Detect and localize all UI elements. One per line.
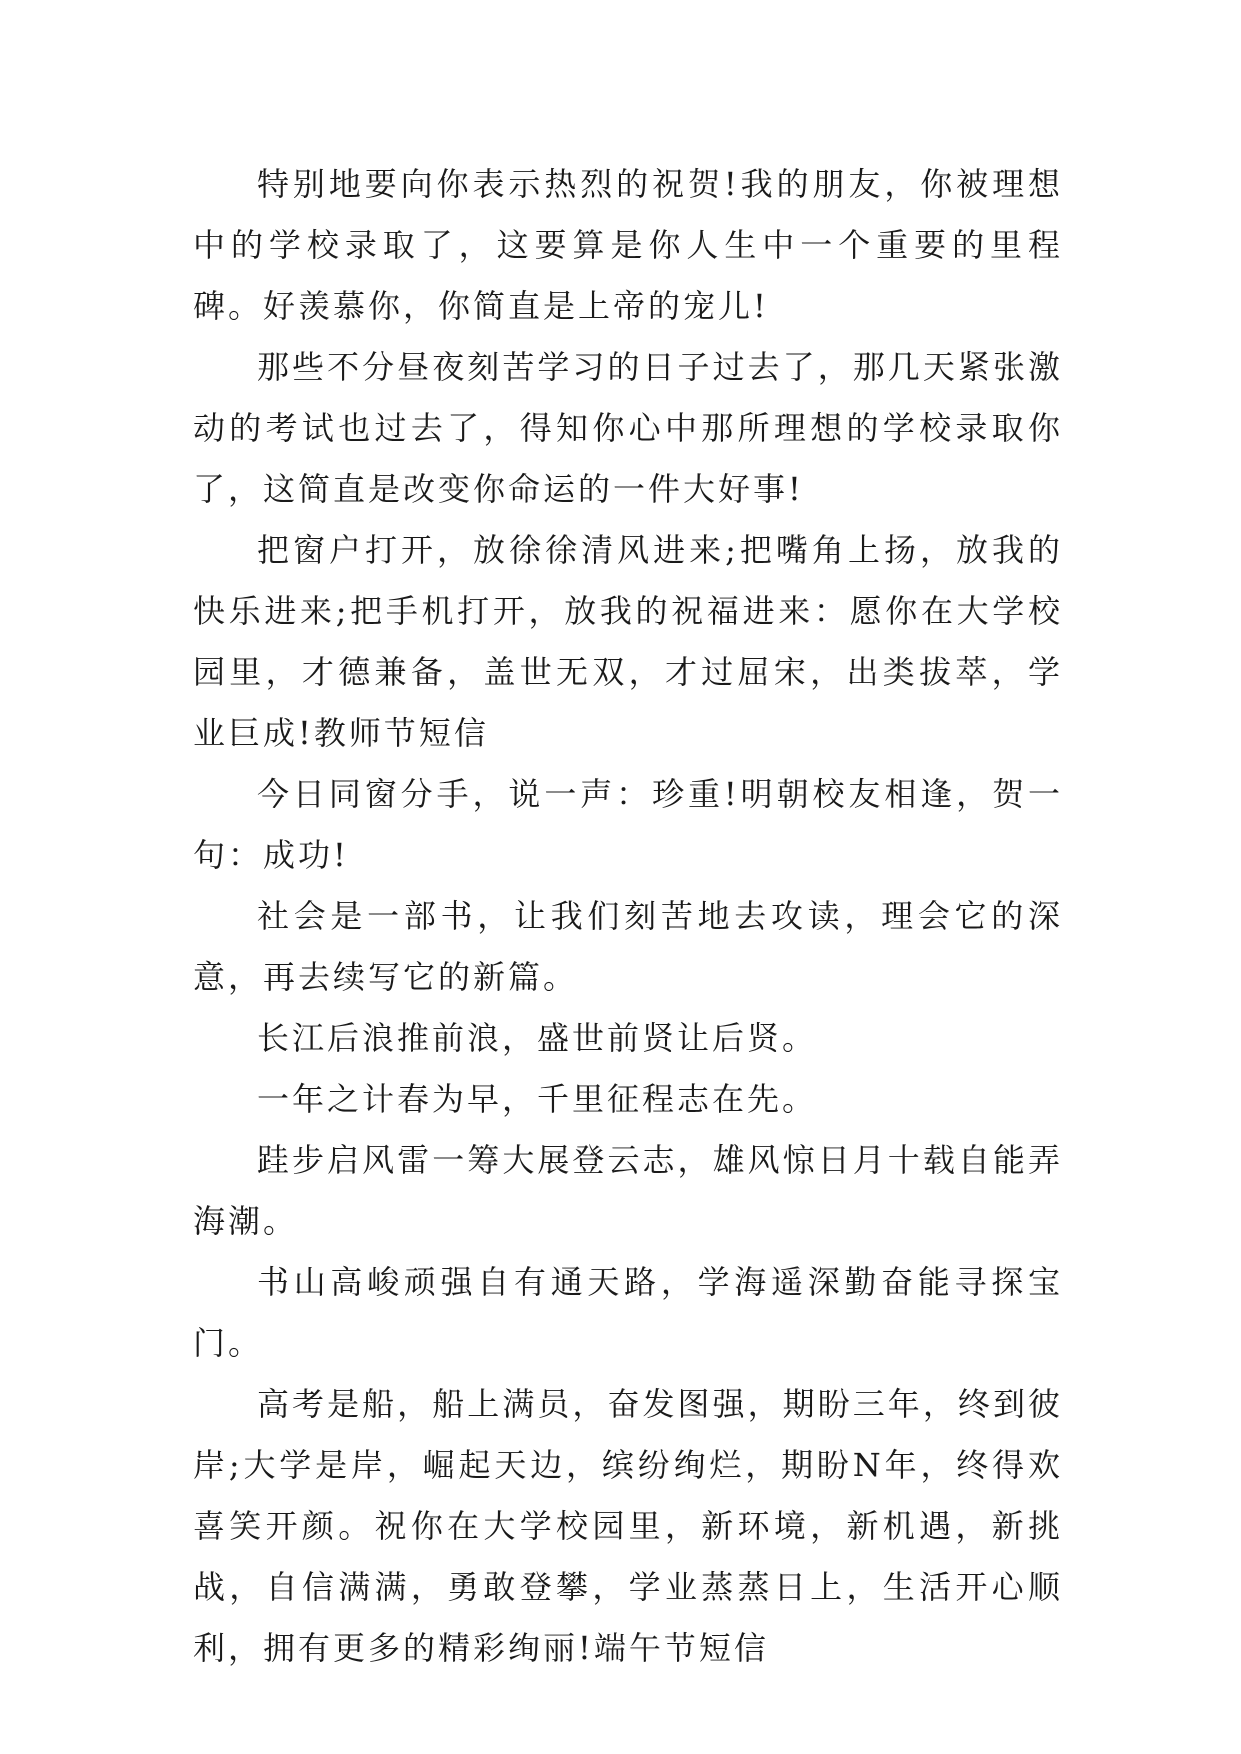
paragraph-9: 书山高峻顽强自有通天路，学海遥深勤奋能寻探宝门。 [193, 1263, 1063, 1362]
paragraph-1: 特别地要向你表示热烈的祝贺!我的朋友，你被理想中的学校录取了，这要算是你人生中一个重要的里程碑。好羡慕你，你简直是上帝的宠儿! [193, 165, 1063, 325]
paragraph-7: 一年之计春为早，千里征程志在先。 [257, 1080, 818, 1118]
paragraph-10: 高考是船，船上满员，奋发图强，期盼三年，终到彼岸;大学是岸，崛起天边，缤纷绚烂，期盼N年，终得欢喜笑开颜。祝你在大学校园里，新环境，新机遇，新挑战，自信满满，勇敢登攀，学业蒸蒸日上，生活开心顺利，拥有更多的精彩绚丽!端午节短信 [193, 1385, 1063, 1667]
paragraph-2: 那些不分昼夜刻苦学习的日子过去了，那几天紧张激动的考试也过去了，得知你心中那所理想的学校录取你了，这简直是改变你命运的一件大好事! [193, 348, 1063, 508]
paragraph-3: 把窗户打开，放徐徐清风进来;把嘴角上扬，放我的快乐进来;把手机打开，放我的祝福进来：愿你在大学校园里，才德兼备，盖世无双，才过屈宋，出类拔萃，学业巨成!教师节短信 [193, 531, 1063, 752]
document-body [193, 154, 1063, 1679]
paragraph-6: 长江后浪推前浪，盛世前贤让后贤。 [257, 1019, 818, 1057]
paragraph-8: 跬步启风雷一筹大展登云志，雄风惊日月十载自能弄海潮。 [193, 1141, 1063, 1240]
paragraph-5: 社会是一部书，让我们刻苦地去攻读，理会它的深意，再去续写它的新篇。 [193, 897, 1063, 996]
paragraph-4: 今日同窗分手，说一声：珍重!明朝校友相逢，贺一句：成功! [193, 775, 1063, 874]
